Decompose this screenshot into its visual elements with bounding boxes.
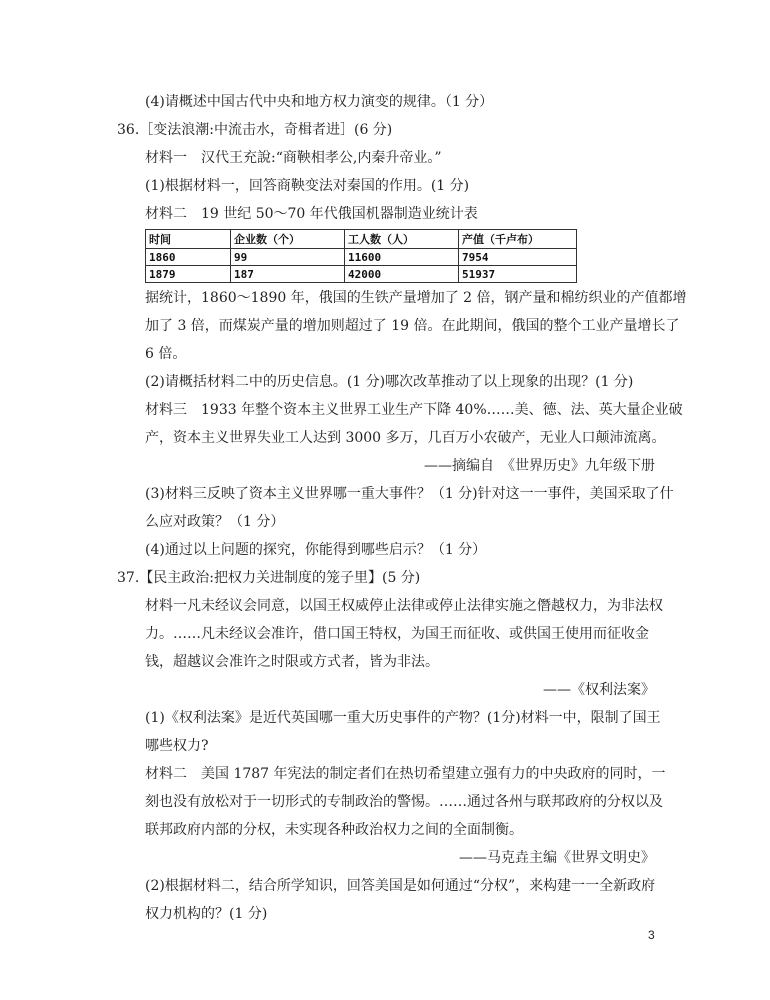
source-citation: ——《权利法案》 [543, 682, 655, 698]
material-1: 材料一 汉代王充說:“商鞅相孝公,内秦升帝业。” [145, 150, 442, 166]
question-35-4: (4)请概述中国古代中央和地方权力演变的规律。（1 分） [145, 94, 494, 110]
question-37-heading: 37.【民主政治:把权力关进制度的笼子里】(5 分) [117, 570, 421, 586]
table-cell: 42000 [345, 266, 459, 283]
material-3-line: 材料三 1933 年整个资本主义世界工业生产下降 40%……美、德、法、英大量企业破 [145, 402, 683, 418]
question-37-1: (1)《权利法案》是近代英国哪一重大历史事件的产物？(1分)材料一中，限制了国王 [145, 710, 661, 726]
table-header-cell: 企业数（个） [231, 230, 345, 249]
question-37-2-cont: 权力机构的？(1 分) [145, 906, 268, 922]
table-row [146, 266, 577, 283]
question-36-3: (3)材料三反映了资本主义世界哪一重大事件？（1 分)针对这一一事件，美国采取了什 [145, 486, 674, 502]
table-cell: 99 [231, 249, 345, 266]
russia-machinery-table [145, 229, 577, 283]
paragraph-line: 据统计，1860～1890 年，俄国的生铁产量增加了 2 倍，钢产量和棉纺织业的产值都增 [145, 290, 687, 306]
source-citation: ——摘编自 《世界历史》九年级下册 [424, 458, 655, 474]
question-36-2: (2)请概括材料二中的历史信息。(1 分)哪次改革推动了以上现象的出现？(1 分) [145, 374, 634, 390]
question-36-4: (4)通过以上问题的探究，你能得到哪些启示？（1 分） [145, 542, 487, 558]
material-2-caption: 材料二 19 世纪 50～70 年代俄国机器制造业统计表 [145, 206, 478, 222]
table-header-cell: 产值（千卢布） [459, 230, 577, 249]
table-row [146, 249, 577, 266]
table-header-row [146, 230, 577, 249]
table-cell: 51937 [459, 266, 577, 283]
table-cell: 1860 [146, 249, 231, 266]
question-36-heading: 36.［变法浪潮:中流击水，奇楫者进］(6 分) [117, 122, 393, 138]
page-number: 3 [648, 928, 655, 942]
table-header-cell: 时间 [146, 230, 231, 249]
question-37-1-cont: 哪些权力? [145, 738, 209, 754]
table-cell: 187 [231, 266, 345, 283]
question-36-3-cont: 么应对政策？（1 分） [145, 514, 285, 530]
paragraph-line: 6 倍。 [145, 346, 187, 362]
table-cell: 1879 [146, 266, 231, 283]
material-4-line: 钱，超越议会准许之时限或方式者，皆为非法。 [145, 654, 439, 670]
material-4-line: 材料一凡未经议会同意，以国王权威停止法律或停止法律实施之僭越权力，为非法权 [145, 598, 663, 614]
table-cell: 7954 [459, 249, 577, 266]
source-citation: ——马克垚主编《世界文明史》 [459, 850, 655, 866]
material-5-line: 刻也没有放松对于一切形式的专制政治的警惕。……通过各州与联邦政府的分权以及 [145, 794, 663, 810]
table-header-cell: 工人数（人） [345, 230, 459, 249]
material-5-line: 材料二 美国 1787 年宪法的制定者们在热切希望建立强有力的中央政府的同时，一 [145, 766, 666, 782]
paragraph-line: 加了 3 倍，而煤炭产量的增加则超过了 19 倍。在此期间，俄国的整个工业产量增长了 [145, 318, 680, 334]
material-5-line: 联邦政府内部的分权，未实现各种政治权力之间的全面制衡。 [145, 822, 523, 838]
question-36-1: (1)根据材料一，回答商鞅变法对秦国的作用。(1 分) [145, 178, 470, 194]
material-3-line: 产，资本主义世界失业工人达到 3000 多万，几百万小农破产，无业人口颠沛流离。 [145, 430, 666, 446]
table-cell: 11600 [345, 249, 459, 266]
material-4-line: 力。……凡未经议会准许，借口国王特权，为国王而征收、或供国王使用而征收金 [145, 626, 649, 642]
question-37-2: (2)根据材料二，结合所学知识，回答美国是如何通过“分权”，来构建一一全新政府 [145, 878, 656, 894]
